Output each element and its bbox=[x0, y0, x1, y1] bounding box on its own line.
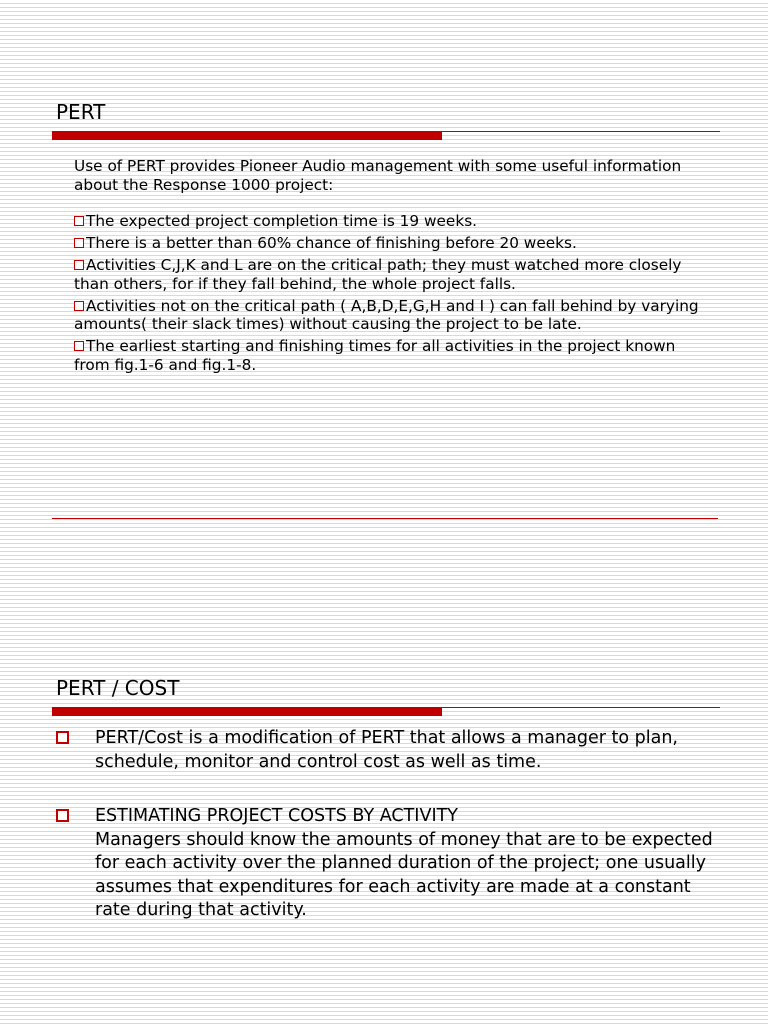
title-underline-thick bbox=[52, 708, 442, 716]
square-bullet-icon bbox=[74, 238, 84, 248]
slide-title: PERT bbox=[56, 100, 106, 124]
title-underline-thin bbox=[52, 707, 720, 708]
bullet-text: PERT/Cost is a modification of PERT that allows a manager to plan, schedule, monitor and control cost as well as time. bbox=[95, 728, 678, 772]
square-bullet-icon bbox=[56, 731, 69, 744]
list-item: Activities C,J,K and L are on the critical path; they must watched more closely than others, for if they fall behind, the whole project falls. bbox=[74, 256, 682, 293]
square-bullet-icon bbox=[74, 260, 84, 270]
title-underline-thick bbox=[52, 132, 442, 140]
bullet-heading: ESTIMATING PROJECT COSTS BY ACTIVITY bbox=[95, 806, 458, 826]
slide-divider bbox=[52, 518, 718, 519]
square-bullet-icon bbox=[74, 216, 84, 226]
list-item: There is a better than 60% chance of finishing before 20 weeks. bbox=[74, 234, 714, 253]
square-bullet-icon bbox=[56, 809, 69, 822]
list-item: The expected project completion time is 19 weeks. bbox=[74, 212, 714, 231]
slide-title: PERT / COST bbox=[56, 676, 180, 700]
title-underline-thin bbox=[52, 131, 720, 132]
bullet-item bbox=[56, 727, 716, 774]
intro-text: Use of PERT provides Pioneer Audio management with some useful information about the Response 1000 project: bbox=[74, 157, 682, 194]
list-item: The earliest starting and finishing times for all activities in the project known from fig.1-6 and fig.1-8. bbox=[74, 337, 676, 374]
square-bullet-icon bbox=[74, 341, 84, 351]
list-item: Activities not on the critical path ( A,B,D,E,G,H and I ) can fall behind by varying amounts( their slack times) without causing the project to be late. bbox=[74, 296, 699, 333]
bullet-detail: Managers should know the amounts of money that are to be expected for each activity over the planned duration of the project; one usually assumes that expenditures for each activity are made at a constant rate during that activity. bbox=[95, 829, 713, 920]
slide-body bbox=[74, 157, 714, 378]
square-bullet-icon bbox=[74, 301, 84, 311]
bullet-item bbox=[56, 805, 716, 923]
slide-pert-cost bbox=[0, 580, 768, 1024]
